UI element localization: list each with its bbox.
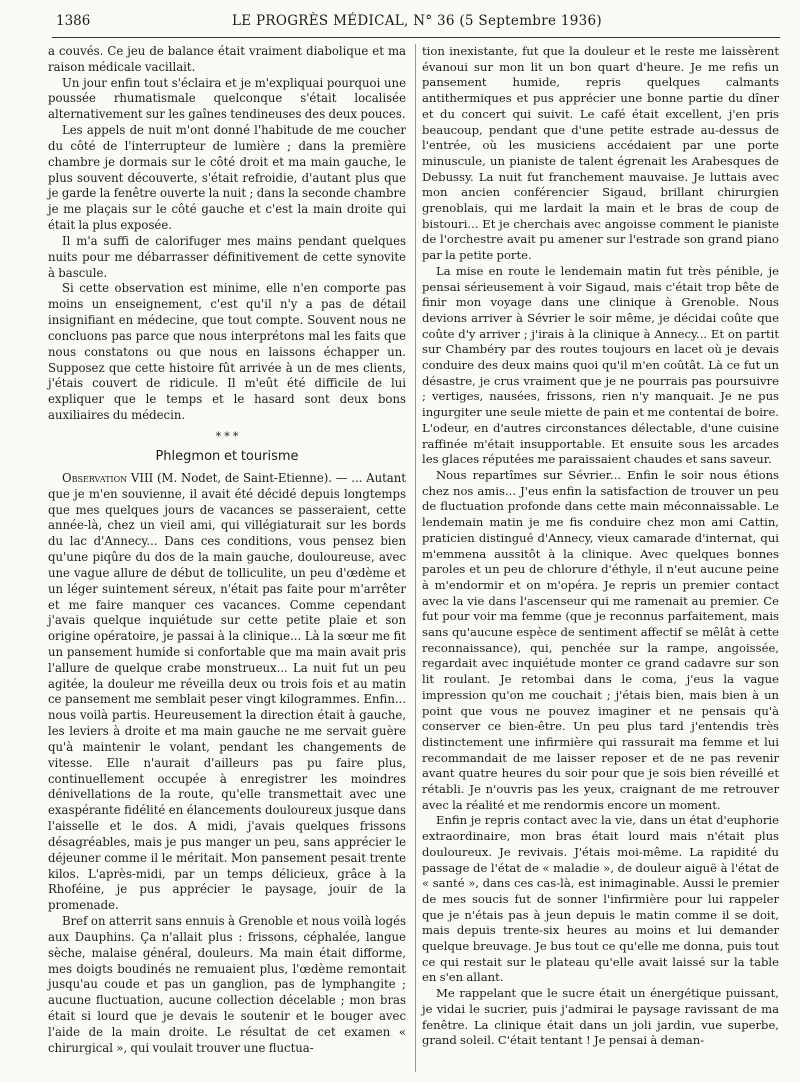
right-column bbox=[422, 44, 779, 1049]
observation-label: Observation bbox=[62, 470, 128, 485]
observation-text: VIII (M. Nodet, de Saint-Etienne). — ... Autant que je m'en souvienne, il avait été décidé depuis longtemps que mes quelques jours de vacances se passeraient, cette année-là, chez un vieil ami, qui villégiaturait sur les bords du lac d'Annecy... Dans ces conditions, vous pensez bien qu'une piqûre du dos de la main gauche, douloureuse, avec une vague allure de début de tolliculite, un peu d'œdème et un léger suintement séreux, n'était pas faite pour m'arrêter et me faire manquer ces vacances. Comme cependant j'avais quelque inquiétude sur cette petite plaie et son origine opératoire, je passai à la clinique... Là la sœur me fit un pansement humide si confortable que ma main avait pris l'allure de quelque crabe monstrueux... La nuit fut un peu agitée, la douleur me réveilla deux ou trois fois et au matin ce pansement me semblait peser vingt kilogrammes. Enfin... nous voilà partis. Heureusement la direction était à gauche, les leviers à droite et ma main gauche ne me servait guère qu'à maintenir le volant, pendant les changements de vitesse. Elle n'aurait d'ailleurs pas pu faire plus, continuellement occupée à enregistrer les moindres dénivellations de la route, qu'elle transmettait avec une exaspérante fidélité en élancements douloureux jusque dans l'aisselle et le dos. A midi, j'avais quelques frissons désagréables, mais je pus manger un peu, sans apprécier le déjeuner comme il le méritait. Mon pansement pesait trente kilos. L'après-midi, par un temps délicieux, grâce à la Rhoféine, je pus apprécier le paysage, jouir de la promenade. bbox=[48, 470, 406, 913]
paragraph: La mise en route le lendemain matin fut très pénible, je pensai sérieusement à voir Sigaud, mais c'était trop bête de finir mon voyage dans une clinique à Grenoble. Nous devions arriver à Sévrier le soir même, je décidai coûte que coûte d'y arriver ; j'irais à la clinique à Annecy... Et on partit sur Chambéry par des routes toujours en lacet où je devais conduire des deux mains quoi qu'il m'en coûtât. Là ce fut un désastre, je crus vraiment que je ne pourrais pas poursuivre ; vertiges, nausées, frissons, rien n'y manquait. Je ne pus ingurgiter une seule miette de pain et me contentai de boire. L'odeur, en d'autres circonstances délectable, d'une cuisine raffinée m'était insupportable. Et ensuite sous les arcades les glaces réputées me paraissaient chaudes et sans saveur. bbox=[422, 263, 779, 467]
paragraph: Les appels de nuit m'ont donné l'habitude de me coucher du côté de l'interrupteur de lumière ; dans la première chambre je dormais sur le côté droit et ma main gauche, le plus souvent découverte, s'était refroidie, d'autant plus que je garde la fenêtre ouverte la nuit ; dans la seconde chambre je me plaçais sur le côté gauche et c'est la main droite qui était la plus exposée. bbox=[48, 123, 406, 233]
left-column bbox=[48, 44, 406, 1057]
paragraph: Enfin je repris contact avec la vie, dans un état d'euphorie extraordinaire, mon bras était lourd mais n'était plus douloureux. Je revivais. J'étais moi-même. La rapidité du passage de l'état de « maladie », de douleur aiguë à l'état de « santé », dans ces cas-là, est inimaginable. Aussi le premier de mes soucis fut de sonner l'infirmière pour lui rappeler que je n'étais pas à jeun depuis le matin comme il se doit, mais depuis trente-six heures au moins et lui demander quelque breuvage. Je bus tout ce qu'elle me donna, puis tout ce qui restait sur le plateau qu'elle avait laissé sur la table en s'en allant. bbox=[422, 813, 779, 985]
header-rule bbox=[52, 37, 780, 38]
column-divider bbox=[415, 44, 416, 1072]
paragraph: Si cette observation est minime, elle n'en comporte pas moins un enseignement, c'est qu'il n'y a pas de détail insignifiant en médecine, que tout compte. Souvent nous ne concluons pas parce que nous interprétons mal les faits que nous constatons ou que nous en laissons échapper un. Supposez que cette histoire fût arrivée à un de mes clients, j'étais couvert de ridicule. Il m'eût été difficile de lui expliquer que le temps et le hasard sont deux bons auxiliaires du médecin. bbox=[48, 281, 406, 423]
paragraph: Bref on atterrit sans ennuis à Grenoble et nous voilà logés aux Dauphins. Ça n'allait plus : frissons, céphalée, langue sèche, malaise général, douleurs. Ma main était difforme, mes doigts boudinés ne remuaient plus, l'œdème remontait jusqu'au coude et pas un ganglion, pas de lymphangite ; aucune fluctuation, aucune collection décelable ; mon bras était si lourd que je devais le soutenir et le bouger avec l'aide de la main droite. Le résultat de cet examen « chirurgical », qui voulait trouver une fluctua- bbox=[48, 914, 406, 1055]
running-title: LE PROGRÈS MÉDICAL, N° 36 (5 Septembre 1936) bbox=[232, 13, 602, 29]
page-number: 1386 bbox=[56, 13, 91, 29]
paragraph: tion inexistante, fut que la douleur et le reste me laissèrent évanoui sur mon lit un bon quart d'heure. Je me refis un pansement humide, repris quelques calmants antithermiques et pus apprécier une bonne partie du dîner et du concert qui suivit. Le café était excellent, j'en pris beaucoup, pendant que d'une petite estrade au-dessus de l'entrée, où les musiciens accédaient par une porte minuscule, un pianiste de talent égrenait les Arabesques de Debussy. La nuit fut franchement mauvaise. Je luttais avec mon ancien conférencier Sigaud, brillant chirurgien grenoblais, qui me lardait la main et le bras de coup de bistouri... Et je cherchais avec angoisse comment le pianiste de l'orchestre avait pu amener sur l'estrade son grand piano par la petite porte. bbox=[422, 44, 779, 263]
section-separator: * * * bbox=[215, 429, 239, 443]
paragraph: Me rappelant que le sucre était un énergétique puissant, je vidai le sucrier, puis j'admirai le paysage ravissant de ma fenêtre. La clinique était dans un joli jardin, vue superbe, grand soleil. C'était tentant ! Je pensai à deman- bbox=[422, 986, 779, 1048]
paragraph: Il m'a suffi de calorifuger mes mains pendant quelques nuits pour me débarrasser définitivement de cette synovite à bascule. bbox=[48, 233, 406, 280]
paragraph: a couvés. Ce jeu de balance était vraiment diabolique et ma raison médicale vacillait. bbox=[48, 44, 406, 74]
paragraph: Un jour enfin tout s'éclaira et je m'expliquai pourquoi une poussée rhumatismale quelconque s'était localisée alternativement sur les gaînes tendineuses des deux pouces. bbox=[48, 75, 406, 122]
paragraph: Nous repartîmes sur Sévrier... Enfin le soir nous étions chez nos amis... J'eus enfin la satisfaction de trouver un peu de fluctuation profonde dans cette main méconnaissable. Le lendemain matin je me fis conduire chez mon ami Cattin, praticien distingué d'Annecy, vieux camarade d'internat, qui m'emmena aussitôt à la clinique. Avec quelques bonnes paroles et un peu de chlorure d'éthyle, il n'eut aucune peine à m'endormir et on m'opéra. Je repris un premier contact avec la vie dans l'ascenseur qui me ramenait au premier. Ce fut pour voir ma femme (que je reconnus parfaitement, mais sans qu'aucune espèce de sentiment affectif se mêlât à cette reconnaissance), qui, penchée sur la rampe, angoissée, regardait avec inquiétude monter ce grand cadavre sur son lit roulant. Je retombai dans le coma, j'eus la vague impression qu'on me couchait ; j'étais bien, mais bien à un point que vous ne pouvez imaginer et ne pensais qu'à conserver ce bien-être. Un peu plus tard j'entendis très distinctement une infirmière qui rassurait ma femme et lui recommandait de me laisser reposer et de ne pas revenir avant quatre heures du soir pour que je sois bien réveillé et rétabli. Je n'ouvris pas les yeux, craignant de me retrouver avec la réalité et me rendormis encore un moment. bbox=[422, 467, 779, 812]
running-header bbox=[56, 8, 778, 34]
observation-paragraph bbox=[48, 471, 406, 914]
section-title: Phlegmon et tourisme bbox=[155, 448, 299, 464]
